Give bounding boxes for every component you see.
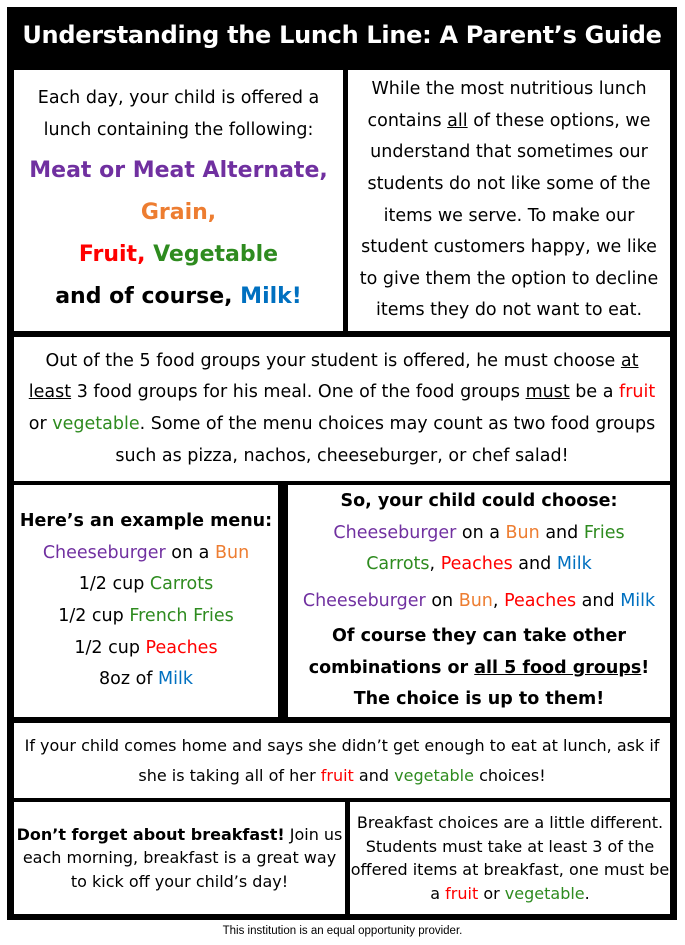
menu-item [79, 569, 213, 601]
menu-text: 1/2 cup [58, 606, 124, 626]
groups-text: or [28, 414, 47, 434]
bun-choice: Bun [505, 522, 540, 543]
breakfast-choices-text: . [584, 883, 590, 903]
nutrition-line-5: items we serve. To make our [383, 205, 635, 226]
groups-line-2 [29, 377, 655, 409]
choice-text: on a [461, 522, 500, 543]
breakfast-emphasis: Don’t forget about breakfast! [16, 824, 285, 844]
all-emphasis: all [447, 110, 468, 131]
menu-item [99, 664, 193, 696]
peaches-choice: Peaches [440, 554, 513, 575]
vegetable-word: vegetable [504, 883, 585, 903]
equal-opportunity-footer: This institution is an equal opportunity provider. [222, 925, 463, 937]
milk-group: Milk! [240, 284, 302, 310]
nutrition-line-8: items they do not want to eat. [375, 300, 643, 321]
peaches-item: Peaches [145, 637, 218, 658]
fruit-word: fruit [619, 382, 656, 403]
food-groups-box [14, 337, 670, 481]
menu-item [43, 538, 249, 570]
must-emphasis: must [525, 382, 570, 403]
nutrition-line-2 [368, 106, 651, 138]
least-emphasis: least [28, 382, 72, 403]
choice-note-2 [309, 653, 650, 685]
fruit-group: Fruit, [78, 242, 146, 268]
french-fries-item: French Fries [129, 606, 234, 626]
breakfast-text: Join us [289, 824, 343, 844]
choice-text: , [429, 554, 436, 575]
choice-text: and [581, 590, 615, 611]
milk-line [55, 276, 302, 318]
groups-text: Out of the 5 food groups your student is offered, he must choose [45, 350, 616, 371]
breakfast-choices-text: a [430, 883, 441, 903]
carrots-choice: Carrots [366, 554, 430, 575]
choice-text: and [545, 522, 579, 543]
nutrition-line-1: While the most nutritious lunch [371, 79, 647, 100]
breakfast-line-3: to kick off your child’s day! [70, 871, 289, 891]
choice-note-3: The choice is up to them! [353, 689, 605, 710]
vegetable-word: vegetable [394, 765, 474, 785]
groups-text: . Some of the menu choices may count as two food groups [139, 414, 656, 434]
choice-combo-1 [333, 518, 624, 550]
choices-heading: So, your child could choose: [340, 490, 618, 511]
enough-text: choices! [479, 765, 546, 785]
carrots-item: Carrots [149, 574, 214, 595]
cheeseburger-item: Cheeseburger [42, 542, 166, 563]
of-course-text: and of course, [55, 284, 233, 310]
breakfast-choices-box [350, 802, 670, 914]
choice-text: on [431, 590, 454, 611]
breakfast-choices-line-3: offered items at breakfast, one must be [350, 860, 670, 879]
fries-choice: Fries [583, 522, 625, 543]
groups-line-1 [46, 346, 639, 378]
groups-line-3 [29, 409, 655, 441]
cheeseburger-choice: Cheeseburger [333, 522, 457, 543]
milk-choice: Milk [556, 554, 592, 575]
choice-text: ! [641, 657, 650, 678]
choice-text: and [518, 554, 552, 575]
fruit-word: fruit [445, 883, 479, 903]
offer-line-2: lunch containing the following: [43, 119, 314, 140]
all-five-groups: all 5 food groups [474, 657, 642, 678]
bun-choice: Bun [458, 590, 493, 611]
choice-text: combinations or [308, 657, 469, 678]
fruit-word: fruit [320, 765, 354, 785]
groups-line-4: such as pizza, nachos, cheeseburger, or chef salad! [115, 445, 569, 466]
enough-line-2 [138, 761, 545, 791]
breakfast-choices-line-2: Students must take at least 3 of the [365, 836, 655, 856]
menu-item [58, 601, 234, 633]
menu-text: 1/2 cup [78, 574, 145, 595]
menu-item [74, 633, 217, 665]
breakfast-line-2: each morning, breakfast is a great way [22, 848, 337, 868]
breakfast-choices-line-4 [430, 882, 589, 906]
cheeseburger-choice: Cheeseburger [302, 590, 426, 611]
menu-text: 8oz of [98, 669, 153, 690]
groups-text: 3 food groups for his meal. One of the food groups [76, 382, 521, 403]
nutrition-line-3: understand that sometimes our [370, 142, 648, 163]
example-menu-box [14, 485, 278, 717]
nutrition-line-6: student customers happy, we like [361, 237, 657, 258]
offer-line-1: Each day, your child is offered a [37, 87, 320, 108]
choice-combo-3 [303, 586, 655, 618]
choices-box [288, 485, 670, 717]
nutrition-box [348, 70, 670, 331]
vegetable-word: vegetable [52, 414, 140, 434]
milk-item: Milk [158, 669, 193, 690]
groups-text: be a [575, 382, 614, 403]
enough-text: she is taking all of her [138, 765, 316, 785]
page-title: Understanding the Lunch Line: A Parent’s Guide [22, 21, 662, 49]
flyer-frame [7, 7, 677, 920]
breakfast-choices-text: or [483, 883, 500, 903]
menu-heading: Here’s an example menu: [19, 511, 273, 532]
nutrition-line-7: to give them the option to decline [359, 268, 659, 289]
choice-text: , [492, 590, 499, 611]
breakfast-choices-line-1: Breakfast choices are a little different. [356, 813, 664, 832]
at-emphasis: at [620, 350, 639, 371]
menu-text: on a [171, 542, 210, 563]
nutrition-text: contains [367, 110, 442, 131]
enough-text: and [358, 765, 390, 785]
choice-note-1: Of course they can take other [331, 626, 627, 647]
offer-box [14, 70, 343, 331]
peaches-choice: Peaches [504, 590, 577, 611]
nutrition-text: of these options, we [473, 110, 651, 131]
bun-item: Bun [214, 542, 250, 563]
fruit-vegetable-line [79, 234, 278, 276]
vegetable-group: Vegetable [153, 242, 279, 268]
enough-line-1: If your child comes home and says she didn’t get enough to eat at lunch, ask if [24, 735, 660, 755]
choice-combo-2 [366, 549, 592, 581]
enough-to-eat-box [14, 723, 670, 798]
breakfast-line-1 [17, 823, 343, 847]
breakfast-reminder-box [14, 802, 345, 914]
milk-choice: Milk [620, 590, 656, 611]
menu-text: 1/2 cup [74, 637, 140, 658]
meat-group: Meat or Meat Alternate, [29, 158, 328, 184]
grain-group: Grain, [140, 200, 217, 226]
nutrition-line-4: students do not like some of the [367, 173, 651, 194]
